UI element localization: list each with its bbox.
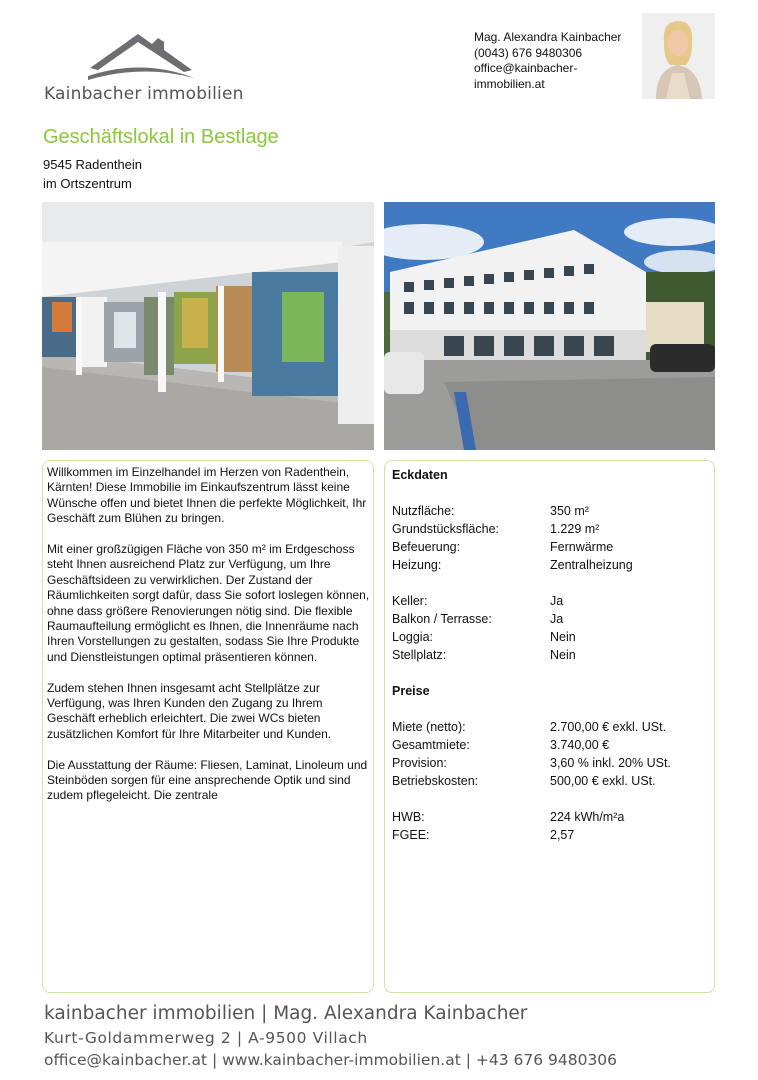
price-row-provision <box>392 754 710 772</box>
price-label: Betriebskosten: <box>392 774 479 788</box>
storefront-photo <box>42 202 374 450</box>
agent-contact <box>474 30 644 92</box>
fact-label: Nutzfläche: <box>392 504 455 518</box>
price-value: 3.740,00 € <box>550 738 610 752</box>
price-value: 2.700,00 € exkl. USt. <box>550 720 667 734</box>
fact-row-nutzflaeche <box>392 502 710 520</box>
fact-value: Nein <box>550 630 576 644</box>
footer-company: kainbacher immobilien | Mag. Alexandra Kainbacher <box>44 1003 528 1024</box>
energy-label: HWB: <box>392 810 425 824</box>
listing-title: Geschäftslokal in Bestlage <box>43 126 279 148</box>
energy-value: 224 kWh/m²a <box>550 810 625 824</box>
preise-heading: Preise <box>392 684 430 698</box>
fact-label: Balkon / Terrasse: <box>392 612 492 626</box>
fact-value: Nein <box>550 648 576 662</box>
brand-name: Kainbacher immobilien <box>44 84 244 104</box>
fact-value: Fernwärme <box>550 540 614 554</box>
page-footer <box>44 1000 617 1071</box>
price-value: 500,00 € exkl. USt. <box>550 774 656 788</box>
fact-label: Befeuerung: <box>392 540 461 554</box>
agent-email-line-2[interactable]: immobilien.at <box>474 76 545 91</box>
agent-name: Mag. Alexandra Kainbacher <box>474 30 622 44</box>
price-row-gesamtmiete <box>392 736 710 754</box>
fact-value: 1.229 m² <box>550 522 600 536</box>
house-roof-icon <box>88 28 198 80</box>
energy-row-hwb <box>392 808 710 826</box>
fact-label: Grundstücksfläche: <box>392 522 499 536</box>
price-label: Provision: <box>392 756 447 770</box>
description-paragraph: Mit einer großzügigen Fläche von 350 m² im Erdgeschoss steht Ihnen ausreichend Platz zur Verfügung, um Ihre Geschäftsideen zu verwirklichen. Der Zustand der Räumlichkeiten sorgt dafür, dass Sie sofort loslegen können, ohne dass größere Renovierungen nötig sind. Die flexible Raumaufteilung ermöglicht es Ihnen, die Innenräume nach Ihren Vorstellungen zu gestalten, sodass Sie Ihre Produkte und Dienstleistungen optimal präsentieren können. <box>47 542 370 664</box>
brand-logo <box>44 28 244 108</box>
fact-row-grundstuecksflaeche <box>392 520 710 538</box>
listing-area-note: im Ortszentrum <box>43 176 132 191</box>
energy-row-fgee <box>392 826 710 844</box>
listing-location-block <box>43 155 142 193</box>
fact-row-keller <box>392 592 710 610</box>
fact-label: Loggia: <box>392 630 434 644</box>
price-label: Gesamtmiete: <box>392 738 470 752</box>
fact-label: Stellplatz: <box>392 648 447 662</box>
fact-row-balkon <box>392 610 710 628</box>
price-row-betriebskosten <box>392 772 710 790</box>
price-row-miete <box>392 718 710 736</box>
fact-label: Keller: <box>392 594 428 608</box>
agent-photo <box>642 13 715 99</box>
fact-row-befeuerung <box>392 538 710 556</box>
description-paragraph: Die Ausstattung der Räume: Fliesen, Laminat, Linoleum und Steinböden sorgen für eine ansprechende Optik und sind zudem pflegeleicht. Die zentrale <box>47 757 368 803</box>
fact-value: Zentralheizung <box>550 558 633 572</box>
eckdaten-heading: Eckdaten <box>392 468 448 482</box>
price-value: 3,60 % inkl. 20% USt. <box>550 756 671 770</box>
description-paragraph: Zudem stehen Ihnen insgesamt acht Stellplätze zur Verfügung, was Ihren Kunden den Zugang zu Ihrem Geschäft erheblich erleichtert. Die zwei WCs bieten zusätzlichen Komfort für Ihre Mitarbeiter und Kunden. <box>47 680 332 741</box>
energy-value: 2,57 <box>550 828 575 842</box>
fact-row-heizung <box>392 556 710 574</box>
fact-value: Ja <box>550 594 564 608</box>
agent-email-line-1[interactable]: office@kainbacher- <box>474 61 578 75</box>
key-facts <box>392 466 710 844</box>
price-label: Miete (netto): <box>392 720 466 734</box>
fact-label: Heizung: <box>392 558 442 572</box>
fact-value: Ja <box>550 612 564 626</box>
description-paragraph: Willkommen im Einzelhandel im Herzen von Radenthein, Kärnten! Diese Immobilie im Einkaufszentrum lässt keine Wünsche offen und bietet Ihnen die perfekte Möglichkeit, Ihr Geschäft zum Blühen zu bringen. <box>47 465 367 526</box>
fact-row-loggia <box>392 628 710 646</box>
fact-row-stellplatz <box>392 646 710 664</box>
building-photo <box>384 202 715 450</box>
listing-description <box>47 465 372 819</box>
footer-address: Kurt-Goldammerweg 2 | A-9500 Villach <box>44 1029 368 1047</box>
agent-phone[interactable]: (0043) 676 9480306 <box>474 45 583 60</box>
footer-contact[interactable]: office@kainbacher.at | www.kainbacher-immobilien.at | +43 676 9480306 <box>44 1051 618 1069</box>
energy-label: FGEE: <box>392 828 430 842</box>
fact-value: 350 m² <box>550 504 589 518</box>
listing-location: 9545 Radenthein <box>43 157 143 172</box>
